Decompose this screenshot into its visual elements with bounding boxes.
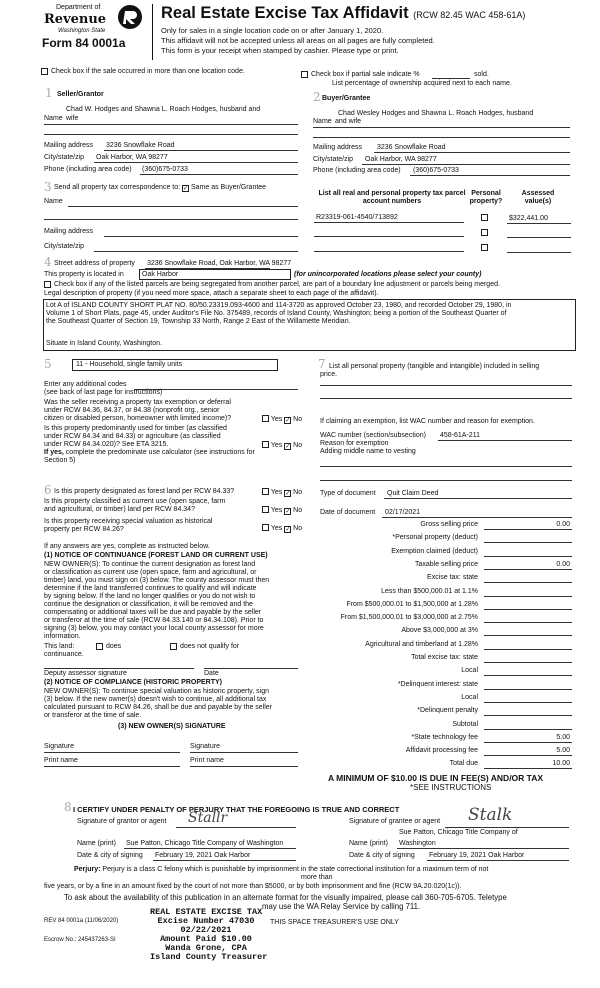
buyer-name-line2: and wife (335, 118, 362, 125)
grantee-signature[interactable]: Stalk (468, 805, 513, 825)
s6-c3-head: (3) NEW OWNER(S) SIGNATURE (118, 723, 226, 730)
s3-name-rule2 (44, 219, 298, 220)
s6-c1-l10: information. (44, 633, 81, 640)
tax-row-label: Affidavit processing fee (405, 747, 478, 755)
tax-row-value[interactable] (484, 574, 572, 583)
tax-row-value[interactable]: 0.00 (484, 561, 572, 570)
s6-q1-yes-label: Yes (270, 489, 283, 496)
s6-c2-l3: calculated pursuant to RCW 84.26, shall be due and payable by the seller (44, 704, 273, 711)
street-address[interactable]: 3236 Snowflake Road, Oak Harbor, WA 98277 (147, 260, 292, 267)
doc-date-label: Date of document (320, 509, 376, 516)
s6-q1-no-label: No (293, 489, 303, 496)
grantor-date-rule (153, 860, 296, 861)
buyer-heading: Buyer/Grantee (322, 95, 371, 102)
seller-phone-rule (140, 174, 298, 175)
located-note: (for unincorporated locations please select your county) (294, 271, 482, 278)
title-text: Real Estate Excise Tax Affidavit (161, 4, 409, 22)
s6-c2-l1: NEW OWNER(S): To continue special valuation as historic property, sign (44, 688, 269, 695)
perjury-l1b: more than (301, 874, 333, 881)
s5-q1-no-label: No (293, 416, 303, 423)
s6-q1-yesno[interactable] (262, 488, 302, 497)
segregated-checkbox[interactable] (44, 281, 51, 288)
s5-q2-ifyes (44, 449, 255, 456)
value-rule-3[interactable] (507, 252, 571, 253)
tax-row-label: *Personal property (deduct) (392, 534, 478, 542)
s5-q2-l1: Is this property predominantly used for timber (as classified (44, 425, 227, 432)
owner-print-label-1: Print name (44, 757, 78, 764)
partial-sale-checkbox[interactable] (301, 71, 308, 78)
seller-mailing[interactable]: 3236 Snowflake Road (106, 142, 175, 149)
minimum-due: A MINIMUM OF $10.00 IS DUE IN FEE(S) AND/OR TAX (328, 773, 544, 783)
buyer-name-line1: Chad Wesley Hodges and Shawna L. Roach Hodges, husband (338, 110, 534, 117)
buyer-name-rule2 (313, 137, 570, 138)
grantor-name-print[interactable]: Sue Patton, Chicago Title Company of Washington (126, 840, 284, 847)
s6-c1-l8: or transferor at the time of sale (RCW 84.33.140 or 84.34.108). Prior to (44, 617, 264, 624)
partial-note: List percentage of ownership acquired next to each name. (332, 80, 512, 87)
stamp-line-1: REAL ESTATE EXCISE TAX (150, 907, 263, 917)
wac-rule (438, 440, 572, 441)
s7-text-l2: price. (320, 371, 338, 378)
s3-mailing-label: Mailing address (44, 228, 94, 235)
s6-q3-no-label: No (293, 525, 303, 532)
s5-q2-l3: under RCW 84.34.020)? See ETA 3215. (44, 441, 169, 448)
grantor-name-print-label: Name (print) (77, 840, 116, 847)
this-land-label: This land: (44, 643, 75, 650)
section-3-number: 3 (44, 180, 52, 194)
deputy-date-rule[interactable] (204, 668, 298, 669)
s5-q1-yesno[interactable] (262, 415, 302, 424)
grantee-sig-label: Signature of grantee or agent (349, 818, 441, 825)
personal-checkbox-1[interactable] (481, 214, 488, 221)
s6-if-any: If any answers are yes, complete as instructed below. (44, 543, 210, 550)
header-note-3: This form is your receipt when stamped by cashier. Please type or print. (161, 46, 399, 55)
seller-city[interactable]: Oak Harbor, WA 98277 (96, 154, 168, 161)
s6-q2-yes-label: Yes (270, 507, 283, 514)
s6-q3-no-checkbox[interactable]: ✓ (285, 527, 291, 533)
wac-value[interactable]: 458-61A-211 (440, 432, 480, 439)
seller-name-rule (44, 124, 298, 125)
s3-name-label: Name (44, 198, 63, 205)
tax-row-value[interactable] (484, 534, 572, 543)
perjury-bold: Perjury: (74, 866, 101, 873)
tax-row-value[interactable] (484, 654, 572, 663)
section-5-number: 5 (44, 357, 52, 371)
s6-c1-l1: NEW OWNER(S): To continue the current designation as forest land (44, 561, 256, 568)
s5-q1-l2: under RCW 84.36, 84.37, or 84.38 (nonprofit org., senior (44, 407, 220, 414)
tax-row-value[interactable] (484, 601, 572, 610)
s5-q2-yes-label: Yes (270, 442, 283, 449)
grantee-print-rule (397, 848, 569, 849)
tax-row-value[interactable]: 5.00 (484, 747, 572, 756)
perjury-l2: five years, or by a fine in an amount fixed by the court of not more than $5000, or by both imprisonment and fine (RCW 9A.20.020(1c)). (44, 883, 462, 890)
tax-row-label: From $500,000.01 to $1,500,000 at 1.28% (346, 600, 478, 608)
value-rule-1 (507, 223, 571, 224)
seller-name-rule2 (44, 134, 298, 135)
partial-sale-label: Check box if partial sale indicate % (311, 71, 420, 78)
reason-value[interactable]: Adding middle name to vesting (320, 448, 416, 455)
owner-print-rule-1[interactable] (44, 766, 180, 767)
tax-row-label: Agricultural and timberland at 1.28% (365, 640, 478, 648)
stamp-line-6: Island County Treasurer (150, 952, 268, 962)
s5-q1-no-checkbox[interactable]: ✓ (285, 418, 291, 424)
grantor-date[interactable]: February 19, 2021 Oak Harbor (155, 852, 251, 859)
s5-q1-l3: citizen or disabled person, homeowner with limited income)? (44, 415, 232, 422)
same-as-label: Same as Buyer/Grantee (190, 184, 267, 191)
section-1-number: 1 (45, 86, 53, 100)
s5-q2-l5: Section 5) (44, 457, 76, 464)
header-divider (152, 4, 153, 60)
seller-name-label: Name (44, 115, 63, 122)
section-3-label: Send all property tax correspondence to: (54, 184, 181, 191)
tax-row-value[interactable] (484, 707, 572, 716)
tax-row-label: Local (461, 693, 478, 701)
tax-row-value[interactable]: 10.00 (484, 760, 572, 769)
seller-phone-label: Phone (including area code) (44, 166, 132, 173)
legal-line-3: the Southeast Quarter of Section 19, Township 33 North, Range 2 East of the Willamette Meridian. (46, 318, 351, 325)
owner-print-label-2: Print name (190, 757, 224, 764)
deputy-label: Deputy assessor signature (44, 670, 127, 677)
reason-rule-1 (320, 466, 572, 467)
tax-row-label: Total excise tax: state (411, 654, 478, 661)
located-label: This property is located in (44, 271, 124, 278)
does-not-checkbox[interactable] (170, 643, 177, 650)
s6-q3-l1: Is this property receiving special valuation as historical (44, 518, 213, 525)
seller-name-line2: wife (66, 115, 79, 122)
parcel-1[interactable]: R23319-061-4540/713892 (316, 214, 398, 221)
tax-row-label: *Delinquent penalty (417, 707, 478, 715)
tax-row-value[interactable] (484, 588, 572, 597)
buyer-city-rule (362, 164, 570, 165)
tax-row-value[interactable] (484, 721, 572, 730)
buyer-mailing-label: Mailing address (313, 144, 363, 151)
s6-q2-yes-checkbox[interactable] (262, 506, 269, 513)
s5-ifyes-rest: complete the predominate use calculator (see instructions for (63, 449, 255, 456)
grantee-name-print-label: Name (print) (349, 840, 388, 847)
deputy-sig-rule[interactable] (44, 668, 194, 669)
buyer-city[interactable]: Oak Harbor, WA 98277 (365, 156, 437, 163)
legal-line-2: Volume 1 of Short Plats, page 45, under Auditor's File No. 375489, records of Island County, Washington; being a portion of the Southeast Quarter of (46, 310, 507, 317)
header-note-2: This affidavit will not be accepted unless all areas on all pages are fully completed. (161, 36, 435, 45)
header-note-1: Only for sales in a single location code on or after January 1, 2020. (161, 26, 384, 35)
tax-row-label: Exemption claimed (deduct) (391, 547, 478, 555)
doc-type-value[interactable]: Quit Claim Deed (387, 490, 439, 497)
s6-q1-no-checkbox[interactable]: ✓ (285, 491, 291, 497)
does-label: does (106, 643, 122, 650)
s3-city-rule[interactable] (94, 251, 298, 252)
owner-sig-rule-1[interactable] (44, 752, 180, 753)
s6-q2-l1: Is this property classified as current use (open space, farm (44, 498, 226, 505)
grantee-date-rule (427, 860, 569, 861)
s5-q2-yesno[interactable] (262, 441, 302, 450)
tax-row-value[interactable] (484, 614, 572, 623)
seller-city-label: City/state/zip (44, 154, 85, 161)
legal-label: Legal description of property (if you need more space, attach a separate sheet to each page of the affidavit). (44, 290, 379, 297)
buyer-mailing[interactable]: 3236 Snowflake Road (377, 144, 446, 151)
parcel-rule-1 (314, 222, 464, 223)
does-checkbox[interactable] (96, 643, 103, 650)
dept-line2: Revenue (44, 12, 107, 27)
tax-row-label: Above $3,000,000 at 3% (401, 627, 478, 635)
owner-print-rule-2[interactable] (190, 766, 298, 767)
section-7-number: 7 (318, 357, 326, 371)
s6-q3-yesno[interactable] (262, 524, 302, 533)
s6-c2-head: (2) NOTICE OF COMPLIANCE (HISTORIC PROPERTY) (44, 679, 222, 686)
dept-line1: Department of (56, 4, 101, 11)
s6-q2-no-checkbox[interactable]: ✓ (285, 509, 291, 515)
revenue-logo-icon (117, 4, 143, 30)
buyer-city-label: City/state/zip (313, 156, 354, 163)
form-number: Form 84 0001a (42, 36, 126, 50)
s3-mailing-rule[interactable] (104, 236, 298, 237)
s6-c1-l5: by signing below. If the land no longer qualifies or you do not wish to (44, 593, 256, 600)
land-use-value: 11 - Household, single family units (76, 361, 183, 368)
parcel-rule-3[interactable] (314, 251, 464, 252)
section-4-number: 4 (44, 255, 52, 269)
tax-row-label: Taxable selling price (414, 560, 478, 568)
buyer-phone[interactable]: (360)675-0733 (413, 167, 459, 174)
multi-location-checkbox[interactable] (41, 68, 48, 75)
s5-q2-yes-checkbox[interactable] (262, 441, 269, 448)
s6-c1-l4: determine if the land transferred continues to qualify and will indicate (44, 585, 257, 592)
stamp-line-2: Excise Number 47030 (157, 916, 255, 926)
doc-date-value[interactable]: 02/17/2021 (385, 509, 421, 516)
tax-row-value[interactable] (484, 667, 572, 676)
tax-row-label: Subtotal (452, 720, 478, 728)
personal-checkbox-2[interactable] (481, 229, 488, 236)
s5-q2-no-checkbox[interactable]: ✓ (285, 444, 291, 450)
tax-row-label: *Delinquent interest: state (397, 680, 478, 688)
seller-city-rule (94, 162, 298, 163)
grantee-name-print[interactable]: Washington (399, 840, 436, 847)
street-label: Street address of property (54, 260, 135, 267)
buyer-mailing-rule (374, 152, 570, 153)
tax-row-label: Total due (449, 760, 478, 768)
dept-line3: Washington State (58, 28, 106, 34)
seller-phone[interactable]: (360)675-0733 (142, 166, 188, 173)
treasurer-use: THIS SPACE TREASURER'S USE ONLY (270, 919, 399, 926)
continuance-label: continuance. (44, 651, 84, 658)
s5-q2-l2: under RCW 84.34 and 84.33) or agriculture (as classified (44, 433, 221, 440)
s6-q3-yes-checkbox[interactable] (262, 524, 269, 531)
personal-checkbox-3[interactable] (481, 244, 488, 251)
reason-label: Reason for exemption (320, 440, 389, 447)
certify-text: I CERTIFY UNDER PENALTY OF PERJURY THAT THE FOREGOING IS TRUE AND CORRECT (73, 805, 400, 814)
owner-sig-rule-2[interactable] (190, 752, 298, 753)
availability-l1: To ask about the availability of this publication in an alternate format for the visually impaired, please call 360-705-6705. Teletype (64, 893, 507, 902)
doc-type-rule (384, 498, 572, 499)
sold-label: sold. (474, 71, 489, 78)
tax-row-value[interactable]: 0.00 (484, 521, 572, 530)
s6-c1-l3: timber) land, you must sign on (3) below. The county assessor must then (44, 577, 270, 584)
stamp-line-3: 02/22/2021 (180, 925, 232, 935)
s7-personal-rule-1[interactable] (320, 385, 572, 386)
doc-type-label: Type of document (320, 490, 376, 497)
s5-q1-yes-label: Yes (270, 416, 283, 423)
tax-row-label: Excise tax: state (427, 574, 478, 582)
grantee-date[interactable]: February 19, 2021 Oak Harbor (429, 852, 525, 859)
owner-sig-label-2: Signature (190, 743, 220, 750)
s6-q1: Is this property designated as forest land per RCW 84.33? (54, 488, 235, 495)
reason-rule-2 (320, 480, 572, 481)
located-value: Oak Harbor (142, 271, 179, 278)
tax-row-value[interactable]: 5.00 (484, 734, 572, 743)
legal-line-1: Lot A of ISLAND COUNTY SHORT PLAT NO. 80/50.23319.093-4600 and 114-3720 as approved October 23, 1980, and recorded October 29, 1980, in (46, 302, 512, 309)
does-not-label: does not qualify for (180, 643, 240, 650)
s6-c2-l4: or transferor at the time of sale. (44, 712, 142, 719)
value-rule-2[interactable] (507, 237, 571, 238)
tax-row-label: From $1,500,000.01 to $3,000,000 at 2.75% (340, 614, 478, 622)
buyer-name-rule (313, 127, 570, 128)
wac-label: WAC number (section/subsection) (320, 432, 426, 439)
tax-row-label: Local (461, 667, 478, 675)
same-as-check-icon[interactable]: ✓ (183, 186, 189, 192)
rev-number: REV 84 0001a (11/06/2020) (44, 918, 119, 924)
perjury-text: Perjury is a class C felony which is punishable by imprisonment in the state correctional institution for a maximum term of not (100, 866, 489, 873)
s5-q2-no-label: No (293, 442, 303, 449)
s6-q2-yesno[interactable] (262, 506, 302, 515)
assessed-value-1[interactable]: $322,441.00 (509, 215, 548, 222)
s3-name-rule[interactable] (68, 206, 298, 207)
doc-date-rule (382, 517, 572, 518)
tax-row-label: Less than $500,000.01 at 1.1% (381, 587, 478, 595)
grantor-signature[interactable]: Stallr (188, 810, 228, 826)
legal-line-4: Situate in Island County, Washington. (46, 340, 162, 347)
additional-codes-label: Enter any additional codes (44, 381, 127, 388)
s5-q1-l1: Was the seller receiving a property tax exemption or deferral (44, 399, 231, 406)
exemption-label: If claiming an exemption, list WAC number and reason for exemption. (320, 418, 535, 425)
s5-ifyes-bold: If yes, (44, 449, 64, 456)
partial-percent-line[interactable] (432, 78, 470, 79)
s6-c1-l6: continue the designation or classification, it will be removed and the (44, 601, 253, 608)
personal-col-header: Personal property? (469, 190, 503, 205)
deputy-date-label: Date (204, 670, 219, 677)
parcel-col-header: List all real and personal property tax parcel account numbers (318, 190, 466, 205)
form-title (161, 4, 525, 23)
title-ref: (RCW 82.45 WAC 458-61A) (413, 10, 526, 20)
s6-c2-l2: (3) below. If the new owner(s) doesn't wish to continue, all additional tax (44, 696, 267, 703)
s6-c1-l7: compensating or additional taxes will be due and payable by the seller (44, 609, 262, 616)
buyer-phone-label: Phone (including area code) (313, 167, 401, 174)
seller-heading: Seller/Grantor (57, 91, 104, 98)
s7-personal-rule-2[interactable] (320, 398, 572, 399)
s3-city-label: City/state/zip (44, 243, 85, 250)
perjury-l1 (74, 866, 488, 873)
grantor-print-rule (124, 848, 296, 849)
buyer-name-label: Name (313, 118, 332, 125)
tax-row-value[interactable] (484, 641, 572, 650)
grantor-sig-rule (176, 827, 296, 828)
owner-sig-label-1: Signature (44, 743, 74, 750)
tax-row-label: *State technology fee (411, 733, 478, 741)
seller-mailing-label: Mailing address (44, 142, 94, 149)
section-2-number: 2 (313, 90, 321, 104)
section-8-number: 8 (64, 800, 72, 814)
s6-c1-head: (1) NOTICE OF CONTINUANCE (FOREST LAND OR CURRENT USE) (44, 552, 268, 559)
see-instructions: *SEE INSTRUCTIONS (410, 783, 492, 792)
tax-row-value[interactable] (484, 694, 572, 703)
grantee-print-above: Sue Patton, Chicago Title Company of (399, 829, 518, 836)
grantor-sig-label: Signature of grantor or agent (77, 818, 167, 825)
s6-q3-yes-label: Yes (270, 525, 283, 532)
stamp-line-4: Amount Paid $10.00 (160, 934, 252, 944)
grantor-date-label: Date & city of signing (77, 852, 143, 859)
section-3-text (54, 184, 266, 192)
stamp-line-5: Wanda Grone, CPA (165, 943, 247, 953)
treasurer-stamp (150, 907, 268, 962)
escrow-number: Escrow No.: 245437263-SI (44, 937, 116, 943)
seller-mailing-rule (104, 150, 298, 151)
tax-row-value[interactable] (484, 627, 572, 636)
s6-q1-yes-checkbox[interactable] (262, 488, 269, 495)
s5-q1-yes-checkbox[interactable] (262, 415, 269, 422)
assessed-col-header: Assessed value(s) (521, 190, 555, 205)
s6-q2-no-label: No (293, 507, 303, 514)
s6-c1-l9: signing (3) below, you may contact your local county assessor for more (44, 625, 264, 632)
multi-location-label: Check box if the sale occurred in more than one location code. (51, 68, 245, 75)
s6-q2-l2: and agricultural, or timber) land per RCW 84.34? (44, 506, 195, 513)
s6-q3-l2: property per RCW 84.26? (44, 526, 124, 533)
grantee-date-label: Date & city of signing (349, 852, 415, 859)
tax-row-value[interactable] (484, 681, 572, 690)
tax-row-value[interactable] (484, 548, 572, 557)
availability-l2: may use the WA Relay Service by calling 711. (262, 902, 421, 911)
parcel-rule-2[interactable] (314, 236, 464, 237)
grantee-sig-rule (445, 827, 569, 828)
s6-c1-l2: or classification as current use (open space, farm and agricultural, or (44, 569, 257, 576)
tax-row-label: Gross selling price (420, 521, 478, 528)
segregated-label: Check box if any of the listed parcels are being segregated from another parcel, are part of a boundary line adjustment or parcels being merged. (54, 281, 500, 288)
section-6-number: 6 (44, 483, 52, 497)
see-back-label: (see back of last page for instructions) (44, 389, 163, 396)
buyer-phone-rule (410, 175, 570, 176)
s7-text-l1: List all personal property (tangible and intangible) included in selling (329, 363, 540, 370)
seller-name-line1: Chad W. Hodges and Shawna L. Roach Hodges, husband and (66, 106, 261, 113)
